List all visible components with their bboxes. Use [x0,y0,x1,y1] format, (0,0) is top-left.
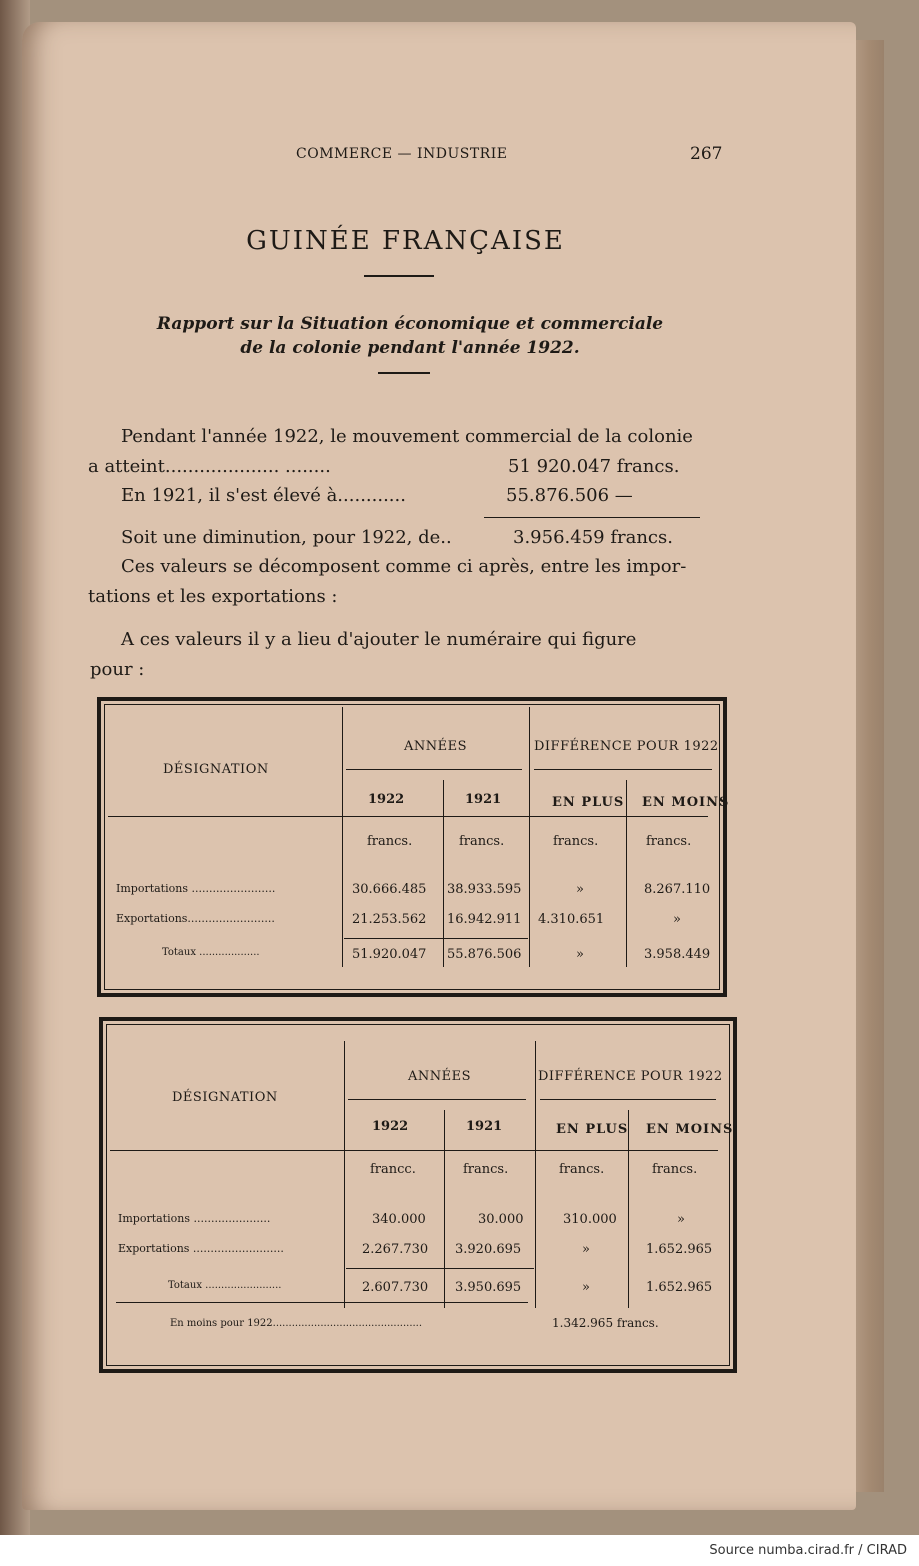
paragraph-1-line-2-label: a atteint.................... ........ [88,456,331,477]
paragraph-1-line-1: Pendant l'année 1922, le mouvement commercial de la colonie [121,426,693,447]
table-2-total-rule [346,1268,534,1269]
table-1-cell: 4.310.651 [538,912,605,927]
paragraph-1-line-2-value: 51 920.047 francs. [508,456,680,477]
table-2-footer-value: 1.342.965 francs. [552,1316,659,1330]
page-number: 267 [690,144,723,164]
table-1-cell: » [673,912,681,927]
table-2-difference-brace [540,1099,716,1108]
table-1-difference-brace [534,769,712,778]
table-2-footer-rule [116,1302,528,1303]
table-2-total-label: Totaux ........................ [168,1280,282,1291]
paragraph-4-line-1: Ces valeurs se décomposent comme ci après, entre les impor- [121,556,687,577]
table-1-unit: francs. [646,834,692,849]
sum-rule [484,517,700,518]
table-1-row-label: Exportations......................... [116,912,275,925]
table-2-cell: » [582,1242,590,1257]
table-2-cell: » [677,1212,685,1227]
table-2-cell: 3.920.695 [455,1242,522,1257]
paragraph-3-label: Soit une diminution, pour 1922, de.. [121,527,452,548]
table-1-unit: francs. [367,834,413,849]
table-1-header-rule [108,816,708,817]
table-2-annees-brace [348,1099,526,1108]
table-1-total-rule [344,938,528,939]
paragraph-4-line-2: tations et les exportations : [88,586,338,607]
table-2-difference-header: DIFFÉRENCE POUR 1922 [538,1069,723,1084]
table-2-designation-header: DÉSIGNATION [172,1090,278,1105]
subtitle-line-2: de la colonie pendant l'année 1922. [240,338,580,358]
paragraph-5-line-2: pour : [90,659,145,680]
table-1-designation-header: DÉSIGNATION [163,762,269,777]
paragraph-2-value: 55.876.506 — [506,485,633,506]
table-2-header-rule [110,1150,718,1151]
table-2-en-plus: EN PLUS [556,1122,629,1137]
paragraph-2-label: En 1921, il s'est élevé à............ [121,485,406,506]
subtitle [120,312,700,360]
table-1-total-cell: 51.920.047 [352,947,427,962]
table-2-unit: francc. [370,1162,416,1177]
table-2-row-label: Importations ...................... [118,1212,271,1225]
table-2-divider [628,1110,629,1308]
table-1-divider [529,707,530,967]
table-1-divider [626,780,627,967]
table-2-total-cell: 1.652.965 [646,1280,713,1295]
table-2-year-1922: 1922 [372,1119,409,1134]
table-2-divider [344,1041,345,1308]
table-1-cell: 8.267.110 [644,882,711,897]
table-2-year-1921: 1921 [466,1119,503,1134]
table-1-total-cell: » [576,947,584,962]
paragraph-3-value: 3.956.459 francs. [513,527,673,548]
table-1-difference-header: DIFFÉRENCE POUR 1922 [534,739,719,754]
table-2-total-cell: 3.950.695 [455,1280,522,1295]
table-2-unit: francs. [559,1162,605,1177]
table-2-cell: 30.000 [478,1212,524,1227]
table-1-annees-header: ANNÉES [404,739,468,754]
table-1-year-1922: 1922 [368,792,405,807]
source-credit: Source numba.cirad.fr / CIRAD [709,1543,907,1558]
table-2-cell: 340.000 [372,1212,426,1227]
subtitle-rule [378,372,430,374]
paragraph-5-line-1: A ces valeurs il y a lieu d'ajouter le numéraire qui figure [121,629,637,650]
table-1-cell: 21.253.562 [352,912,427,927]
title-rule [364,275,434,277]
table-1-cell: 16.942.911 [447,912,522,927]
table-1-divider [342,707,343,967]
table-2-en-moins: EN MOINS [646,1122,734,1137]
table-1-en-moins: EN MOINS [642,795,730,810]
table-2-footer-label: En moins pour 1922............................................... [170,1318,423,1329]
table-2-row-label: Exportations .......................... [118,1242,284,1255]
table-2-divider [444,1110,445,1308]
table-2-unit: francs. [652,1162,698,1177]
table-1-unit: francs. [459,834,505,849]
table-2-total-cell: » [582,1280,590,1295]
table-1-annees-brace [346,769,522,778]
table-2-cell: 1.652.965 [646,1242,713,1257]
table-1-year-1921: 1921 [465,792,502,807]
table-2-cell: 310.000 [563,1212,617,1227]
subtitle-line-1: Rapport sur la Situation économique et commerciale [156,314,664,334]
table-1-total-cell: 3.958.449 [644,947,711,962]
table-1-total-label: Totaux ................... [162,947,260,958]
table-1-cell: 38.933.595 [447,882,522,897]
table-1-cell: 30.666.485 [352,882,427,897]
table-1-row-label: Importations ........................ [116,882,276,895]
table-1-total-cell: 55.876.506 [447,947,522,962]
table-2-total-cell: 2.607.730 [362,1280,429,1295]
table-2-annees-header: ANNÉES [408,1069,472,1084]
running-title: COMMERCE — INDUSTRIE [296,146,508,162]
table-1-cell: » [576,882,584,897]
table-2-unit: francs. [463,1162,509,1177]
table-2-divider [535,1041,536,1308]
page-title: GUINÉE FRANÇAISE [246,226,565,256]
table-2-cell: 2.267.730 [362,1242,429,1257]
table-1-en-plus: EN PLUS [552,795,625,810]
table-1-unit: francs. [553,834,599,849]
